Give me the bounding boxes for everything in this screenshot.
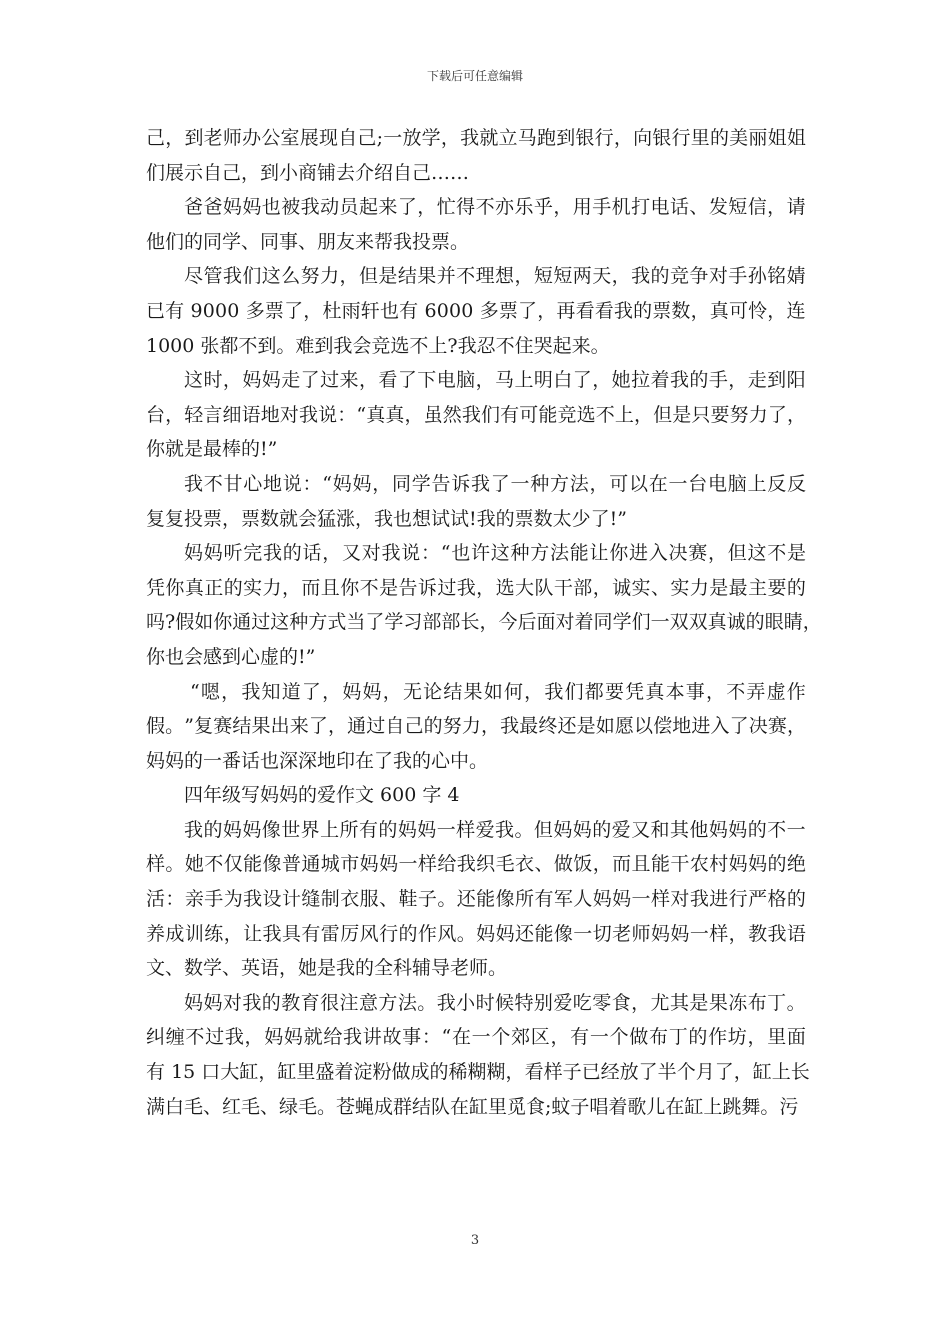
text-line bbox=[146, 917, 806, 952]
text-line bbox=[146, 675, 806, 710]
text-line-content: 妈 妈 对 我 的 教 育 很 注 意 方 法 。 我 小 时 候 特 别 爱 吃 零 食 ， 尤 其 是 果 冻 布 丁 。 bbox=[184, 991, 806, 1014]
text-line bbox=[146, 813, 806, 848]
text-line bbox=[146, 502, 806, 537]
text-line-content: 妈妈的一番话也深深地印在了我的心中。 bbox=[146, 749, 489, 772]
text-line bbox=[146, 190, 806, 225]
page-number: 3 bbox=[470, 1233, 480, 1248]
text-line bbox=[146, 432, 806, 467]
text-line-content: 我 不 甘 心 地 说 ： “ 妈 妈 ， 同 学 告 诉 我 了 一 种 方 法 ， 可 以 在 一 台 电 脑 上 反 反 bbox=[184, 472, 806, 495]
text-line-content: 四年级写妈妈的爱作文 600 字 4 bbox=[184, 784, 460, 807]
text-line-content: 样 。 她 不 仅 能 像 普 通 城 市 妈 妈 一 样 给 我 织 毛 衣 、 做 饭 ， 而 且 能 干 农 村 妈 妈 的 绝 bbox=[146, 853, 806, 876]
text-line-content: 活 ： 亲 手 为 我 设 计 缝 制 衣 服 、 鞋 子 。 还 能 像 所 有 军 人 妈 妈 一 样 对 我 进 行 严 格 的 bbox=[146, 888, 806, 911]
text-line bbox=[146, 294, 806, 329]
text-line-content: 吗 ? 假 如 你 通 过 这 种 方 式 当 了 学 习 部 部 长 ， 今 后 面 对 着 同 学 们 一 双 双 真 诚 的 眼 睛 ， bbox=[146, 611, 822, 634]
text-line bbox=[146, 709, 806, 744]
text-line bbox=[146, 1020, 806, 1055]
text-line bbox=[146, 536, 806, 571]
page-header: 下载后可任意编辑 bbox=[426, 69, 523, 83]
text-line bbox=[146, 259, 806, 294]
text-line-content: 复复投票，票数就会猛涨，我也想试试!我的票数太少了!” bbox=[146, 507, 627, 530]
text-line bbox=[146, 640, 806, 675]
text-line-content: 满白毛、红毛、绿毛。苍蝇成群结队在缸里觅食;蚊子唱着歌儿在缸上跳舞。污 bbox=[146, 1095, 799, 1118]
text-line-content: 你也会感到心虚的!” bbox=[146, 645, 316, 668]
text-line-content: 1000 张都不到。难到我会竞选不上?我忍不住哭起来。 bbox=[146, 334, 610, 357]
text-line bbox=[146, 847, 806, 882]
text-line-content: 台 ， 轻 言 细 语 地 对 我 说 ： “ 真 真 ， 虽 然 我 们 有 可 能 竞 选 不 上 ， 但 是 只 要 努 力 了 ， bbox=[146, 403, 806, 426]
text-line-content: 文、数学、英语，她是我的全科辅导老师。 bbox=[146, 957, 508, 980]
text-line bbox=[146, 605, 822, 640]
text-line bbox=[146, 1055, 810, 1090]
text-line bbox=[146, 467, 806, 502]
text-line-content: 己 ， 到 老 师 办 公 室 展 现 自 己 ; 一 放 学 ， 我 就 立 马 跑 到 银 行 ， 向 银 行 里 的 美 丽 姐 姐 bbox=[146, 127, 806, 149]
text-line bbox=[146, 398, 806, 433]
text-line bbox=[146, 744, 806, 779]
text-line bbox=[146, 156, 806, 191]
text-line-content: 你就是最棒的!” bbox=[146, 438, 278, 461]
text-line-content: 纠 缠 不 过 我 ， 妈 妈 就 给 我 讲 故 事 ： “ 在 一 个 郊 区 ， 有 一 个 做 布 丁 的 作 坊 ， 里 面 bbox=[146, 1026, 806, 1049]
text-line-content: 假 。 ” 复 赛 结 果 出 来 了 ， 通 过 自 己 的 努 力 ， 我 最 终 还 是 如 愿 以 偿 地 进 入 了 决 赛 ， bbox=[146, 715, 806, 738]
text-line bbox=[146, 329, 806, 364]
text-line-content: 尽 管 我 们 这 么 努 力 ， 但 是 结 果 并 不 理 想 ， 短 短 两 天 ， 我 的 竞 争 对 手 孙 铭 婧 bbox=[184, 265, 806, 288]
text-line bbox=[146, 225, 806, 260]
text-line-content: 他们的同学、同事、朋友来帮我投票。 bbox=[146, 230, 470, 253]
text-line-content: 已 有 9 0 0 0 多 票 了 ， 杜 雨 轩 也 有 6 0 0 0 多 票 了 ， 再 看 看 我 的 票 数 ， 真 可 怜 ， 连 bbox=[146, 299, 806, 322]
text-line-content: 们展示自己，到小商铺去介绍自己…… bbox=[146, 161, 470, 184]
text-line-content: 有 1 5 口 大 缸 ， 缸 里 盛 着 淀 粉 做 成 的 稀 糊 糊 ， 看 样 子 已 经 放 了 半 个 月 了 ， 缸 上 长 bbox=[146, 1061, 810, 1084]
text-line-content: 凭 你 真 正 的 实 力 ， 而 且 你 不 是 告 诉 过 我 ， 选 大 队 干 部 ， 诚 实 、 实 力 是 最 主 要 的 bbox=[146, 576, 806, 599]
text-line-content: 爸 爸 妈 妈 也 被 我 动 员 起 来 了 ， 忙 得 不 亦 乐 乎 ， 用 手 机 打 电 话 、 发 短 信 ， 请 bbox=[184, 196, 806, 219]
text-line bbox=[146, 778, 806, 813]
text-line bbox=[146, 882, 806, 917]
text-line-content: “ 嗯 ， 我 知 道 了 ， 妈 妈 ， 无 论 结 果 如 何 ， 我 们 都 要 凭 真 本 事 ， 不 弄 虚 作 bbox=[190, 680, 806, 703]
text-line-content: 妈 妈 听 完 我 的 话 ， 又 对 我 说 ： “ 也 许 这 种 方 法 能 让 你 进 入 决 赛 ， 但 这 不 是 bbox=[184, 542, 806, 565]
text-line bbox=[146, 1090, 806, 1125]
text-line-content: 养 成 训 练 ， 让 我 具 有 雷 厉 风 行 的 作 风 。 妈 妈 还 能 像 一 切 老 师 妈 妈 一 样 ， 教 我 语 bbox=[146, 922, 806, 945]
text-line-content: 这 时 ， 妈 妈 走 了 过 来 ， 看 了 下 电 脑 ， 马 上 明 白 了 ， 她 拉 着 我 的 手 ， 走 到 阳 bbox=[184, 369, 806, 392]
text-line bbox=[146, 571, 806, 606]
document-body bbox=[146, 121, 822, 1124]
text-line-content: 我 的 妈 妈 像 世 界 上 所 有 的 妈 妈 一 样 爱 我 。 但 妈 妈 的 爱 又 和 其 他 妈 妈 的 不 一 bbox=[184, 818, 806, 841]
text-line bbox=[146, 363, 806, 398]
text-line bbox=[146, 951, 806, 986]
text-line bbox=[146, 121, 806, 156]
text-line bbox=[146, 986, 806, 1021]
